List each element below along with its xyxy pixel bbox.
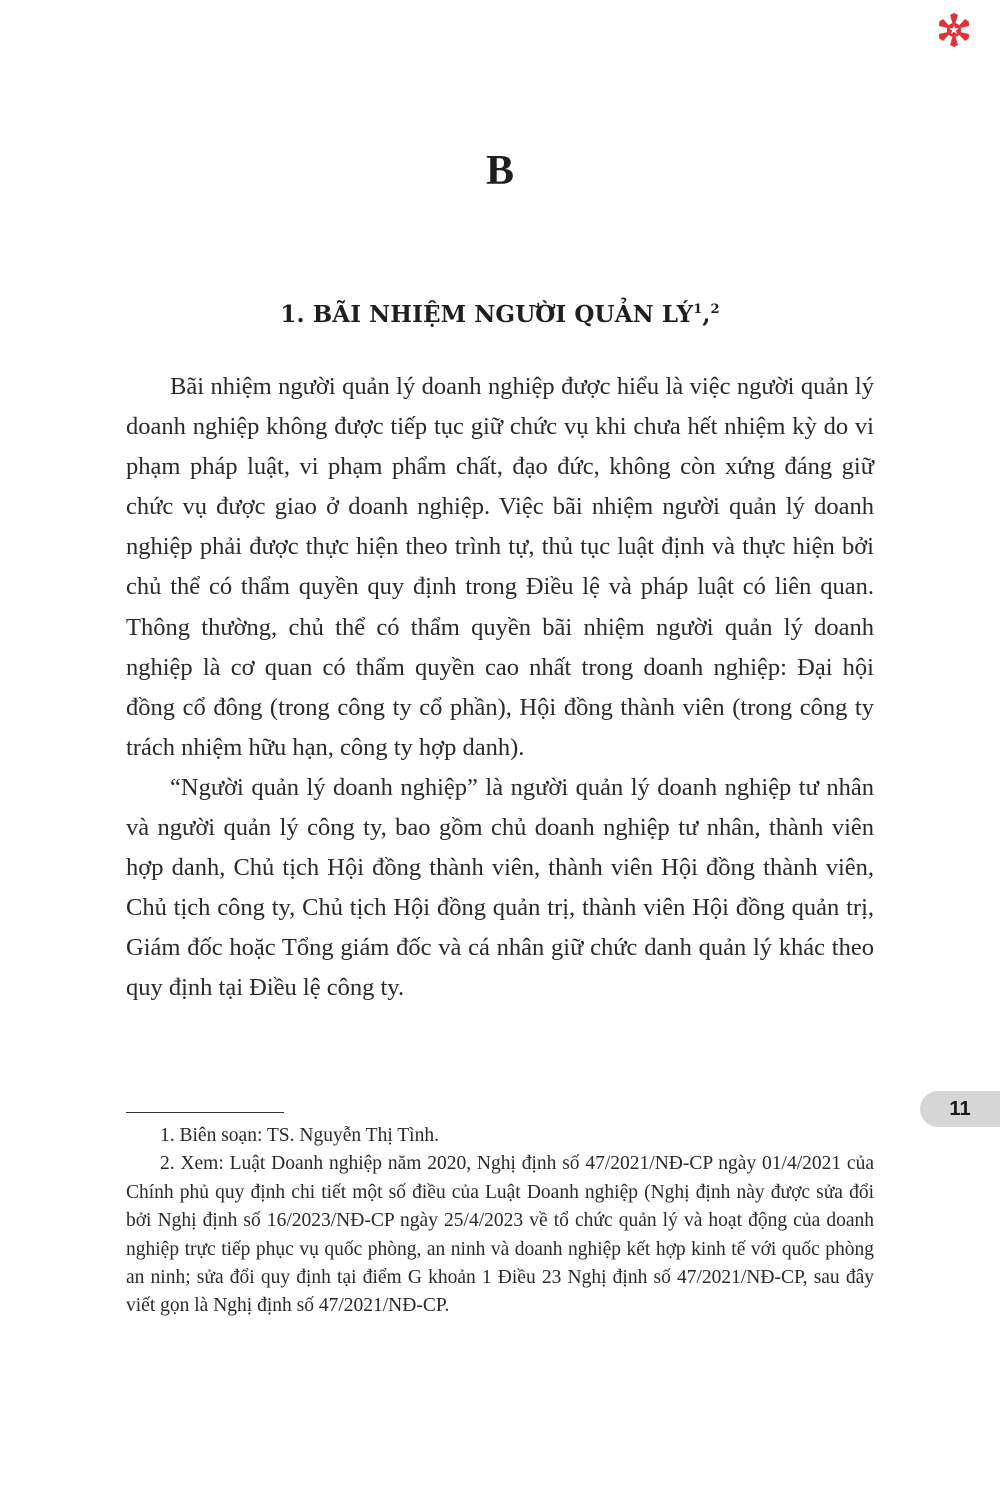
page-number-tab (920, 1091, 1000, 1127)
page-number: 11 (949, 1098, 971, 1120)
article-body (126, 367, 874, 1009)
publisher-flower-logo-icon (936, 12, 972, 48)
footnote-2: 2. Xem: Luật Doanh nghiệp năm 2020, Nghị định số 47/2021/NĐ-CP ngày 01/4/2021 của Chính phủ quy định chi tiết một số điều của Luật Doanh nghiệp (Nghị định này được sửa đổi bởi Nghị định số 16/2023/NĐ-CP ngày 25/4/2023 về tổ chức quản lý và hoạt động của doanh nghiệp trực tiếp phục vụ quốc phòng, an ninh và doanh nghiệp kết hợp kinh tế với quốc phòng an ninh; sửa đổi quy định tại điểm G khoản 1 Điều 23 Nghị định số 47/2021/NĐ-CP, sau đây viết gọn là Nghị định số 47/2021/NĐ-CP. (126, 1153, 874, 1317)
footnote-ref-2[interactable]: 2 (710, 302, 720, 317)
section-letter-heading: B (485, 148, 514, 194)
article-title-text: 1. BÃI NHIỆM NGƯỜI QUẢN LÝ (280, 301, 694, 328)
footnote-ref-1[interactable]: 1 (693, 302, 703, 317)
footnotes (126, 1122, 874, 1321)
body-paragraph-1: Bãi nhiệm người quản lý doanh nghiệp được hiểu là việc người quản lý doanh nghiệp không được tiếp tục giữ chức vụ khi chưa hết nhiệm kỳ do vi phạm pháp luật, vi phạm phẩm chất, đạo đức, không còn xứng đáng giữ chức vụ được giao ở doanh nghiệp. Việc bãi nhiệm người quản lý doanh nghiệp phải được thực hiện theo trình tự, thủ tục luật định và thực hiện bởi chủ thể có thẩm quyền quy định trong Điều lệ và pháp luật có liên quan. Thông thường, chủ thể có thẩm quyền bãi nhiệm người quản lý doanh nghiệp là cơ quan có thẩm quyền cao nhất trong doanh nghiệp: Đại hội đồng cổ đông (trong công ty cổ phần), Hội đồng thành viên (trong công ty trách nhiệm hữu hạn, công ty hợp danh). (126, 373, 874, 761)
article-title (0, 297, 1000, 333)
footnote-ref-separator: , (702, 301, 711, 328)
footnote-divider (126, 1112, 284, 1113)
body-paragraph-2: “Người quản lý doanh nghiệp” là người quản lý doanh nghiệp tư nhân và người quản lý công ty, bao gồm chủ doanh nghiệp tư nhân, thành viên hợp danh, Chủ tịch Hội đồng thành viên, thành viên Hội đồng thành viên, Chủ tịch công ty, Chủ tịch Hội đồng quản trị, thành viên Hội đồng quản trị, Giám đốc hoặc Tổng giám đốc và cá nhân giữ chức danh quản lý khác theo quy định tại Điều lệ công ty. (126, 773, 874, 1002)
footnote-1: 1. Biên soạn: TS. Nguyễn Thị Tình. (160, 1125, 439, 1146)
